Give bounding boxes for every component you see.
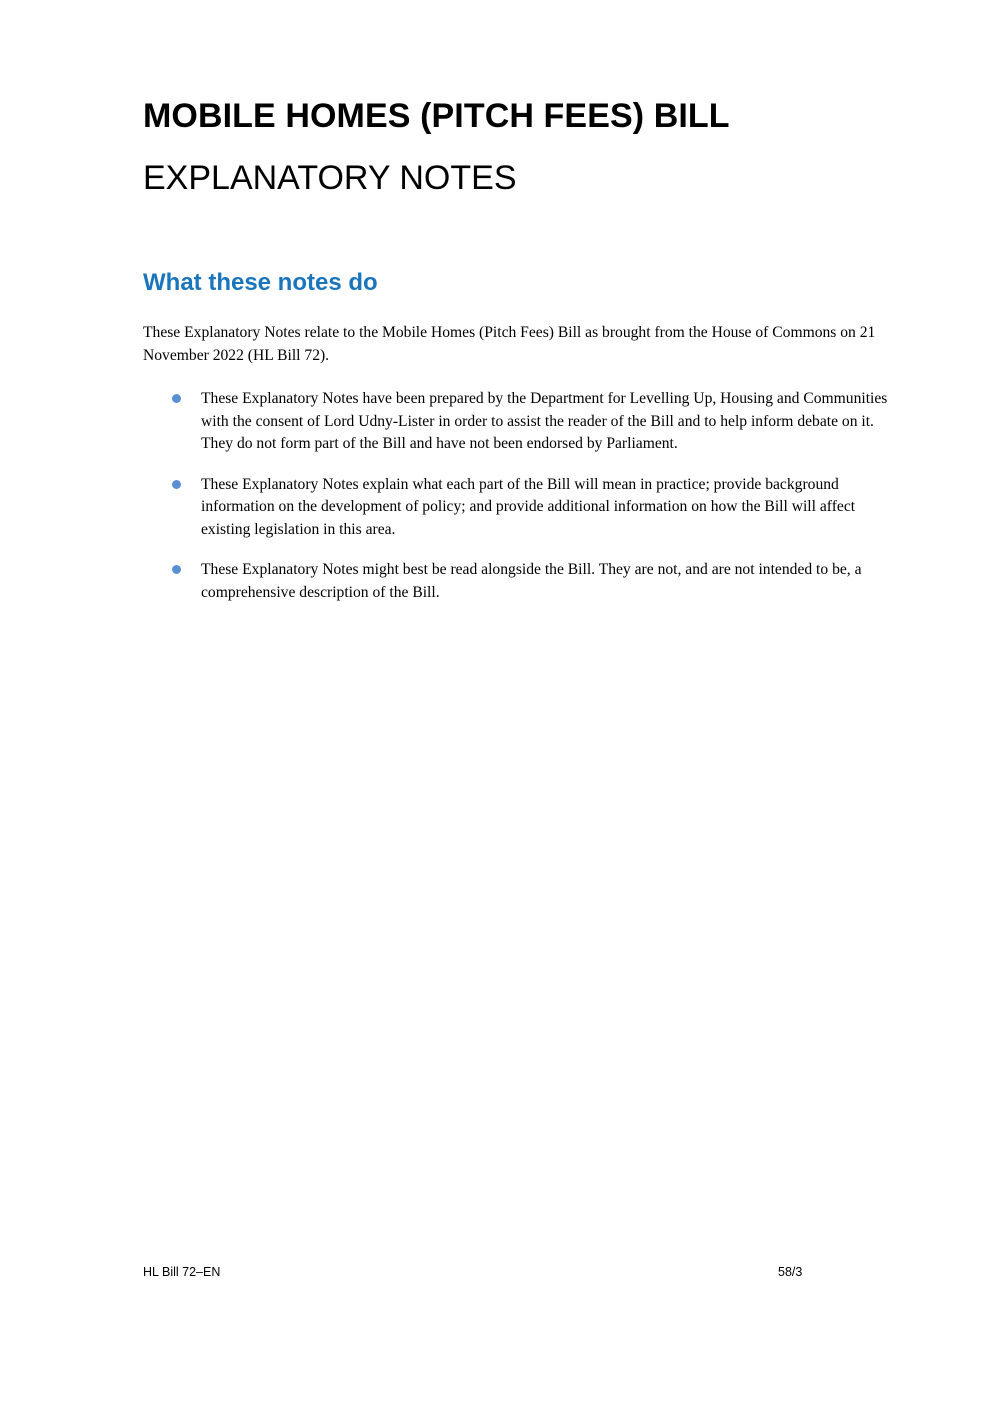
bullet-item [143, 559, 903, 604]
document-title: MOBILE HOMES (PITCH FEES) BILL [143, 97, 730, 135]
intro-paragraph: These Explanatory Notes relate to the Mobile Homes (Pitch Fees) Bill as brought from the House of Commons on 21 November 2022 (HL Bill 72). [143, 324, 876, 364]
footer-bill-reference: HL Bill 72–EN [143, 1265, 221, 1279]
bullet-text: These Explanatory Notes might best be read alongside the Bill. They are not, and are not intended to be, a comprehensive description of the Bill. [201, 561, 862, 601]
bullet-text: These Explanatory Notes have been prepared by the Department for Levelling Up, Housing and Communities with the consent of Lord Udny-Lister in order to assist the reader of the Bill and to help inform debate on it. They do not form part of the Bill and have not been endorsed by Parliament. [201, 390, 888, 452]
bullet-item [143, 388, 903, 456]
bullet-item [143, 474, 903, 542]
bullet-list [143, 388, 903, 622]
bullet-dot-icon [172, 565, 181, 574]
bullet-dot-icon [172, 394, 181, 403]
bullet-text: These Explanatory Notes explain what each part of the Bill will mean in practice; provide background information on the development of policy; and provide additional information on how the Bill will affect existing legislation in this area. [201, 475, 856, 538]
footer-page-code: 58/3 [778, 1265, 803, 1279]
section-heading: What these notes do [143, 269, 378, 296]
document-subtitle: EXPLANATORY NOTES [143, 159, 517, 197]
bullet-dot-icon [172, 480, 181, 489]
